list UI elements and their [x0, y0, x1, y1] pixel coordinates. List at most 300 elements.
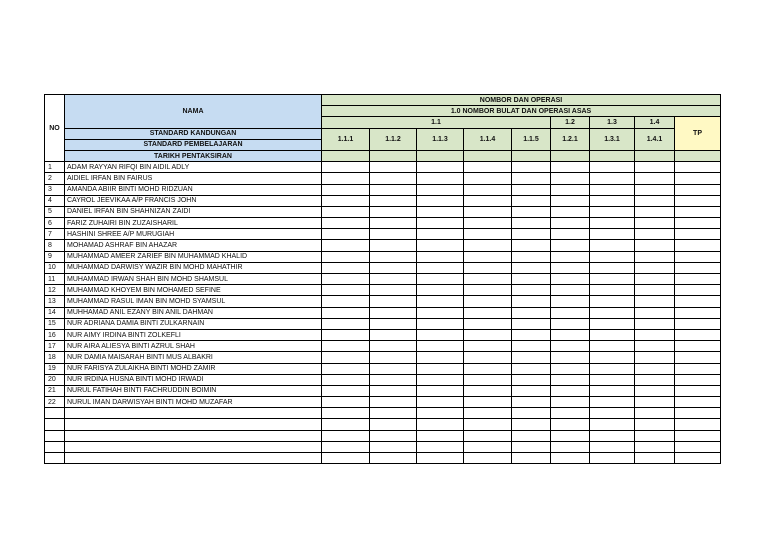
score-cell[interactable] [322, 329, 370, 340]
score-cell[interactable] [512, 274, 551, 285]
score-cell[interactable] [551, 296, 590, 307]
student-name[interactable] [65, 408, 322, 419]
score-cell[interactable] [551, 441, 590, 452]
sp-header-1[interactable]: 1.1.1 [322, 128, 370, 150]
score-cell[interactable] [551, 240, 590, 251]
student-number[interactable]: 3 [45, 184, 65, 195]
score-cell[interactable] [464, 262, 512, 273]
score-cell[interactable] [590, 374, 635, 385]
score-cell[interactable] [464, 285, 512, 296]
score-cell[interactable] [322, 441, 370, 452]
score-cell[interactable] [551, 229, 590, 240]
score-cell[interactable] [635, 285, 675, 296]
score-cell[interactable] [417, 251, 464, 262]
score-cell[interactable] [464, 162, 512, 173]
student-number[interactable]: 12 [45, 285, 65, 296]
score-cell[interactable] [370, 296, 417, 307]
score-cell[interactable] [370, 453, 417, 464]
score-cell[interactable] [464, 453, 512, 464]
sp-header-2[interactable]: 1.1.2 [370, 128, 417, 150]
tp-cell[interactable] [675, 341, 721, 352]
score-cell[interactable] [370, 162, 417, 173]
student-name[interactable] [65, 419, 322, 430]
score-cell[interactable] [370, 441, 417, 452]
sp-header-7[interactable]: 1.3.1 [590, 128, 635, 150]
score-cell[interactable] [417, 184, 464, 195]
score-cell[interactable] [551, 162, 590, 173]
tp-cell[interactable] [675, 408, 721, 419]
score-cell[interactable] [417, 229, 464, 240]
nama-header[interactable]: NAMA [65, 95, 322, 129]
score-cell[interactable] [370, 184, 417, 195]
date-cell[interactable] [512, 150, 551, 161]
tp-cell[interactable] [675, 173, 721, 184]
score-cell[interactable] [512, 352, 551, 363]
score-cell[interactable] [635, 341, 675, 352]
student-number[interactable] [45, 441, 65, 452]
tp-cell[interactable] [675, 352, 721, 363]
student-name[interactable] [65, 441, 322, 452]
score-cell[interactable] [551, 341, 590, 352]
student-number[interactable]: 18 [45, 352, 65, 363]
score-cell[interactable] [322, 363, 370, 374]
score-cell[interactable] [464, 363, 512, 374]
tp-cell[interactable] [675, 184, 721, 195]
student-number[interactable] [45, 419, 65, 430]
score-cell[interactable] [512, 162, 551, 173]
student-name[interactable]: MUHAMMAD AMEER ZARIEF BIN MUHAMMAD KHALID [65, 251, 322, 262]
score-cell[interactable] [370, 251, 417, 262]
tp-cell[interactable] [675, 430, 721, 441]
score-cell[interactable] [417, 341, 464, 352]
score-cell[interactable] [512, 296, 551, 307]
score-cell[interactable] [464, 229, 512, 240]
score-cell[interactable] [370, 307, 417, 318]
score-cell[interactable] [370, 352, 417, 363]
score-cell[interactable] [590, 408, 635, 419]
sk-1-3-header[interactable]: 1.3 [590, 117, 635, 128]
score-cell[interactable] [590, 285, 635, 296]
score-cell[interactable] [551, 329, 590, 340]
student-name[interactable]: NURUL FATIHAH BINTI FACHRUDDIN BOIMIN [65, 385, 322, 396]
score-cell[interactable] [635, 430, 675, 441]
student-name[interactable]: NUR FARISYA ZULAIKHA BINTI MOHD ZAMIR [65, 363, 322, 374]
score-cell[interactable] [635, 229, 675, 240]
score-cell[interactable] [551, 184, 590, 195]
score-cell[interactable] [512, 441, 551, 452]
score-cell[interactable] [551, 274, 590, 285]
date-cell[interactable] [322, 150, 370, 161]
score-cell[interactable] [417, 385, 464, 396]
score-cell[interactable] [417, 307, 464, 318]
score-cell[interactable] [464, 173, 512, 184]
score-cell[interactable] [417, 352, 464, 363]
score-cell[interactable] [370, 285, 417, 296]
score-cell[interactable] [551, 430, 590, 441]
score-cell[interactable] [551, 419, 590, 430]
tp-cell[interactable] [675, 307, 721, 318]
score-cell[interactable] [512, 285, 551, 296]
date-cell[interactable] [590, 150, 635, 161]
score-cell[interactable] [512, 385, 551, 396]
score-cell[interactable] [464, 240, 512, 251]
score-cell[interactable] [590, 184, 635, 195]
score-cell[interactable] [551, 195, 590, 206]
student-name[interactable]: NUR DAMIA MAISARAH BINTI MUS ALBAKRI [65, 352, 322, 363]
student-name[interactable] [65, 453, 322, 464]
score-cell[interactable] [464, 397, 512, 408]
score-cell[interactable] [417, 453, 464, 464]
tp-cell[interactable] [675, 374, 721, 385]
tp-cell[interactable] [675, 240, 721, 251]
score-cell[interactable] [512, 251, 551, 262]
score-cell[interactable] [635, 173, 675, 184]
score-cell[interactable] [635, 363, 675, 374]
score-cell[interactable] [590, 218, 635, 229]
tp-cell[interactable] [675, 162, 721, 173]
score-cell[interactable] [635, 262, 675, 273]
sk-1-1-header[interactable]: 1.1 [322, 117, 551, 128]
score-cell[interactable] [322, 419, 370, 430]
score-cell[interactable] [417, 240, 464, 251]
score-cell[interactable] [635, 385, 675, 396]
score-cell[interactable] [590, 307, 635, 318]
student-name[interactable]: MUHAMMAD DARWISY WAZIR BIN MOHD MAHATHIR [65, 262, 322, 273]
score-cell[interactable] [322, 195, 370, 206]
score-cell[interactable] [370, 318, 417, 329]
tp-cell[interactable] [675, 262, 721, 273]
tp-cell[interactable] [675, 363, 721, 374]
score-cell[interactable] [322, 184, 370, 195]
student-name[interactable]: NUR IRDINA HUSNA BINTI MOHD IRWADI [65, 374, 322, 385]
score-cell[interactable] [635, 162, 675, 173]
score-cell[interactable] [512, 363, 551, 374]
score-cell[interactable] [322, 240, 370, 251]
student-number[interactable]: 2 [45, 173, 65, 184]
score-cell[interactable] [322, 274, 370, 285]
score-cell[interactable] [590, 453, 635, 464]
score-cell[interactable] [322, 385, 370, 396]
tp-cell[interactable] [675, 318, 721, 329]
score-cell[interactable] [417, 363, 464, 374]
student-number[interactable]: 21 [45, 385, 65, 396]
score-cell[interactable] [370, 329, 417, 340]
score-cell[interactable] [464, 430, 512, 441]
score-cell[interactable] [370, 218, 417, 229]
student-number[interactable]: 5 [45, 206, 65, 217]
score-cell[interactable] [417, 430, 464, 441]
score-cell[interactable] [322, 262, 370, 273]
score-cell[interactable] [512, 262, 551, 273]
score-cell[interactable] [370, 206, 417, 217]
score-cell[interactable] [635, 218, 675, 229]
score-cell[interactable] [322, 296, 370, 307]
tp-header[interactable]: TP [675, 117, 721, 151]
student-name[interactable] [65, 430, 322, 441]
score-cell[interactable] [635, 441, 675, 452]
student-number[interactable]: 10 [45, 262, 65, 273]
student-name[interactable]: MOHAMAD ASHRAF BIN AHAZAR [65, 240, 322, 251]
tp-cell[interactable] [675, 206, 721, 217]
tp-cell[interactable] [675, 397, 721, 408]
date-cell[interactable] [464, 150, 512, 161]
student-number[interactable]: 4 [45, 195, 65, 206]
sp-header-8[interactable]: 1.4.1 [635, 128, 675, 150]
score-cell[interactable] [464, 329, 512, 340]
student-name[interactable]: NURUL IMAN DARWISYAH BINTI MOHD MUZAFAR [65, 397, 322, 408]
score-cell[interactable] [464, 419, 512, 430]
score-cell[interactable] [512, 184, 551, 195]
student-name[interactable]: AMANDA ABIIR BINTI MOHD RIDZUAN [65, 184, 322, 195]
score-cell[interactable] [464, 184, 512, 195]
score-cell[interactable] [590, 162, 635, 173]
score-cell[interactable] [551, 374, 590, 385]
score-cell[interactable] [370, 195, 417, 206]
score-cell[interactable] [370, 240, 417, 251]
date-cell[interactable] [370, 150, 417, 161]
score-cell[interactable] [464, 352, 512, 363]
score-cell[interactable] [417, 162, 464, 173]
sp-header-3[interactable]: 1.1.3 [417, 128, 464, 150]
score-cell[interactable] [322, 408, 370, 419]
score-cell[interactable] [635, 329, 675, 340]
no-header[interactable]: NO [45, 95, 65, 162]
score-cell[interactable] [322, 285, 370, 296]
sp-header-6[interactable]: 1.2.1 [551, 128, 590, 150]
score-cell[interactable] [417, 195, 464, 206]
score-cell[interactable] [551, 251, 590, 262]
score-cell[interactable] [322, 162, 370, 173]
score-cell[interactable] [512, 419, 551, 430]
score-cell[interactable] [417, 296, 464, 307]
score-cell[interactable] [635, 419, 675, 430]
score-cell[interactable] [464, 206, 512, 217]
score-cell[interactable] [590, 430, 635, 441]
score-cell[interactable] [322, 341, 370, 352]
score-cell[interactable] [370, 229, 417, 240]
student-number[interactable]: 11 [45, 274, 65, 285]
score-cell[interactable] [512, 341, 551, 352]
score-cell[interactable] [551, 385, 590, 396]
score-cell[interactable] [370, 173, 417, 184]
score-cell[interactable] [512, 318, 551, 329]
score-cell[interactable] [551, 397, 590, 408]
student-number[interactable]: 9 [45, 251, 65, 262]
score-cell[interactable] [551, 218, 590, 229]
student-name[interactable]: MUHAMMAD KHOYEM BIN MOHAMED SEFINE [65, 285, 322, 296]
student-number[interactable] [45, 453, 65, 464]
score-cell[interactable] [464, 341, 512, 352]
score-cell[interactable] [322, 251, 370, 262]
score-cell[interactable] [551, 318, 590, 329]
score-cell[interactable] [417, 441, 464, 452]
score-cell[interactable] [590, 318, 635, 329]
score-cell[interactable] [464, 385, 512, 396]
score-cell[interactable] [635, 296, 675, 307]
score-cell[interactable] [551, 307, 590, 318]
score-cell[interactable] [464, 296, 512, 307]
tp-cell[interactable] [675, 419, 721, 430]
score-cell[interactable] [370, 385, 417, 396]
student-number[interactable]: 6 [45, 218, 65, 229]
score-cell[interactable] [322, 374, 370, 385]
tp-cell[interactable] [675, 218, 721, 229]
score-cell[interactable] [322, 430, 370, 441]
student-number[interactable]: 17 [45, 341, 65, 352]
score-cell[interactable] [322, 453, 370, 464]
score-cell[interactable] [590, 385, 635, 396]
score-cell[interactable] [590, 173, 635, 184]
score-cell[interactable] [464, 218, 512, 229]
score-cell[interactable] [551, 352, 590, 363]
score-cell[interactable] [370, 419, 417, 430]
score-cell[interactable] [322, 206, 370, 217]
sk-1-4-header[interactable]: 1.4 [635, 117, 675, 128]
score-cell[interactable] [322, 397, 370, 408]
topic-header[interactable]: NOMBOR DAN OPERASI [322, 95, 721, 106]
score-cell[interactable] [417, 397, 464, 408]
score-cell[interactable] [590, 341, 635, 352]
score-cell[interactable] [551, 262, 590, 273]
score-cell[interactable] [464, 441, 512, 452]
score-cell[interactable] [551, 206, 590, 217]
score-cell[interactable] [370, 262, 417, 273]
student-number[interactable] [45, 430, 65, 441]
tp-cell[interactable] [675, 453, 721, 464]
tp-cell[interactable] [675, 329, 721, 340]
score-cell[interactable] [370, 274, 417, 285]
student-name[interactable]: AIDIEL IRFAN BIN FAIRUS [65, 173, 322, 184]
student-name[interactable]: DANIEL IRFAN BIN SHAHNIZAN ZAIDI [65, 206, 322, 217]
score-cell[interactable] [551, 285, 590, 296]
score-cell[interactable] [590, 229, 635, 240]
score-cell[interactable] [464, 251, 512, 262]
score-cell[interactable] [322, 352, 370, 363]
score-cell[interactable] [590, 251, 635, 262]
score-cell[interactable] [512, 206, 551, 217]
score-cell[interactable] [590, 274, 635, 285]
date-cell[interactable] [675, 150, 721, 161]
score-cell[interactable] [512, 173, 551, 184]
student-number[interactable]: 14 [45, 307, 65, 318]
score-cell[interactable] [370, 397, 417, 408]
score-cell[interactable] [635, 307, 675, 318]
score-cell[interactable] [370, 408, 417, 419]
score-cell[interactable] [464, 318, 512, 329]
student-name[interactable]: MUHHAMAD ANIL EZANY BIN ANIL DAHMAN [65, 307, 322, 318]
student-name[interactable]: MUHAMMAD IRWAN SHAH BIN MOHD SHAMSUL [65, 274, 322, 285]
score-cell[interactable] [590, 352, 635, 363]
date-cell[interactable] [635, 150, 675, 161]
student-number[interactable]: 1 [45, 162, 65, 173]
tarikh-pentaksiran-label[interactable]: TARIKH PENTAKSIRAN [65, 150, 322, 161]
date-cell[interactable] [417, 150, 464, 161]
score-cell[interactable] [322, 173, 370, 184]
score-cell[interactable] [590, 206, 635, 217]
student-name[interactable]: NUR AIMY IRDINA BINTI ZOLKEFLI [65, 329, 322, 340]
score-cell[interactable] [417, 419, 464, 430]
tp-cell[interactable] [675, 296, 721, 307]
score-cell[interactable] [635, 184, 675, 195]
score-cell[interactable] [370, 374, 417, 385]
tp-cell[interactable] [675, 385, 721, 396]
score-cell[interactable] [635, 251, 675, 262]
student-number[interactable]: 20 [45, 374, 65, 385]
student-number[interactable]: 7 [45, 229, 65, 240]
score-cell[interactable] [512, 374, 551, 385]
score-cell[interactable] [635, 374, 675, 385]
score-cell[interactable] [322, 218, 370, 229]
score-cell[interactable] [590, 329, 635, 340]
score-cell[interactable] [512, 329, 551, 340]
score-cell[interactable] [512, 397, 551, 408]
score-cell[interactable] [512, 229, 551, 240]
score-cell[interactable] [370, 341, 417, 352]
score-cell[interactable] [635, 206, 675, 217]
student-number[interactable]: 13 [45, 296, 65, 307]
score-cell[interactable] [417, 408, 464, 419]
score-cell[interactable] [464, 195, 512, 206]
score-cell[interactable] [590, 195, 635, 206]
sp-header-4[interactable]: 1.1.4 [464, 128, 512, 150]
score-cell[interactable] [590, 397, 635, 408]
score-cell[interactable] [370, 363, 417, 374]
score-cell[interactable] [635, 352, 675, 363]
score-cell[interactable] [551, 408, 590, 419]
score-cell[interactable] [370, 430, 417, 441]
date-cell[interactable] [551, 150, 590, 161]
score-cell[interactable] [590, 441, 635, 452]
score-cell[interactable] [512, 307, 551, 318]
tp-cell[interactable] [675, 274, 721, 285]
tp-cell[interactable] [675, 195, 721, 206]
student-number[interactable]: 22 [45, 397, 65, 408]
student-name[interactable]: FARIZ ZUHAIRI BIN ZUZAISHARIL [65, 218, 322, 229]
score-cell[interactable] [417, 329, 464, 340]
score-cell[interactable] [512, 218, 551, 229]
student-name[interactable]: ADAM RAYYAN RIFQI BIN AIDIL ADLY [65, 162, 322, 173]
sk-1-2-header[interactable]: 1.2 [551, 117, 590, 128]
score-cell[interactable] [635, 408, 675, 419]
score-cell[interactable] [464, 307, 512, 318]
score-cell[interactable] [551, 363, 590, 374]
score-cell[interactable] [635, 195, 675, 206]
score-cell[interactable] [322, 318, 370, 329]
score-cell[interactable] [512, 408, 551, 419]
score-cell[interactable] [635, 453, 675, 464]
student-number[interactable]: 15 [45, 318, 65, 329]
standard-kandungan-label[interactable]: STANDARD KANDUNGAN [65, 128, 322, 139]
score-cell[interactable] [464, 274, 512, 285]
score-cell[interactable] [464, 374, 512, 385]
score-cell[interactable] [590, 262, 635, 273]
score-cell[interactable] [322, 307, 370, 318]
score-cell[interactable] [590, 363, 635, 374]
score-cell[interactable] [590, 296, 635, 307]
tp-cell[interactable] [675, 229, 721, 240]
score-cell[interactable] [417, 173, 464, 184]
student-number[interactable]: 16 [45, 329, 65, 340]
score-cell[interactable] [551, 453, 590, 464]
tp-cell[interactable] [675, 285, 721, 296]
student-name[interactable]: NUR ADRIANA DAMIA BINTI ZULKARNAIN [65, 318, 322, 329]
score-cell[interactable] [417, 285, 464, 296]
tp-cell[interactable] [675, 251, 721, 262]
score-cell[interactable] [590, 419, 635, 430]
score-cell[interactable] [417, 318, 464, 329]
subtopic-header[interactable]: 1.0 NOMBOR BULAT DAN OPERASI ASAS [322, 106, 721, 117]
tp-cell[interactable] [675, 441, 721, 452]
